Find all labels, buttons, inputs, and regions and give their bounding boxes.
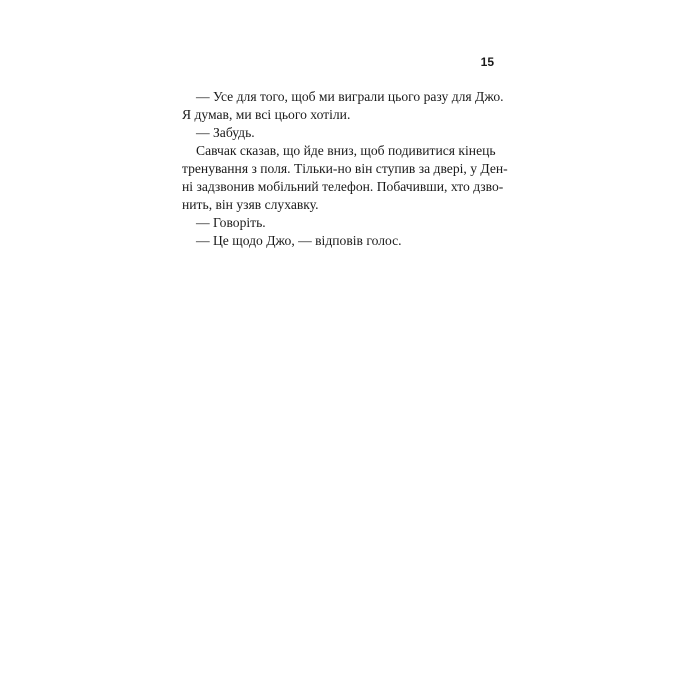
text-line: — Усе для того, щоб ми виграли цього разу для Джо. (196, 89, 504, 104)
text-line: — Забудь. (196, 125, 255, 140)
text-line: Я думав, ми всі цього хотіли. (182, 107, 351, 122)
text-line: нить, він узяв слухавку. (182, 197, 319, 212)
text-line: — Це щодо Джо, — відповів голос. (196, 233, 402, 248)
page-number: 15 (480, 55, 494, 69)
text-line: Савчак сказав, що йде вниз, щоб подивитися кінець (196, 143, 496, 158)
text-line: тренування з поля. Тільки-но він ступив за двері, у Ден- (182, 161, 508, 176)
body-text (182, 88, 508, 250)
text-line: — Говоріть. (196, 215, 266, 230)
text-line: ні задзвонив мобільний телефон. Побачивши, хто дзво- (182, 179, 504, 194)
